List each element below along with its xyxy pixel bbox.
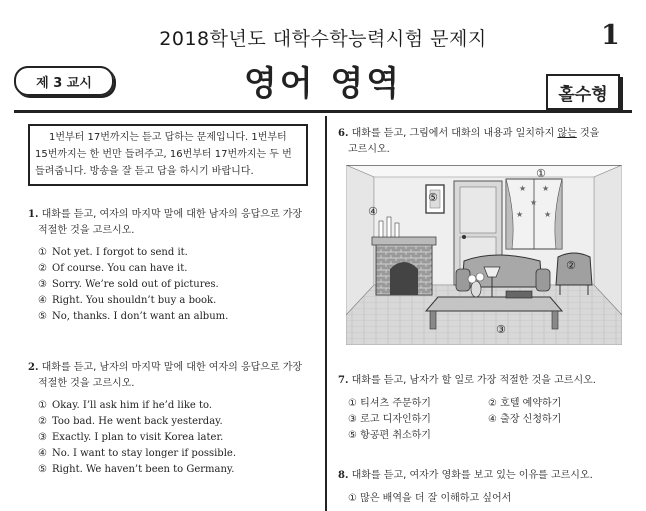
option-item[interactable]: ③ Exactly. I plan to visit Korea later.: [38, 432, 224, 443]
question-7: [338, 373, 628, 389]
options-q2: [38, 398, 318, 478]
living-room-illustration: [346, 165, 622, 345]
question-prompt: 대화를 듣고, 여자가 영화를 보고 있는 이유를 고르시오.: [351, 470, 593, 481]
option-item[interactable]: ② Of course. You can have it.: [38, 263, 188, 274]
emphasis-underline: 않는: [557, 128, 577, 139]
options-q8: [348, 491, 628, 507]
figure-label-3: ③: [496, 323, 506, 336]
option-item[interactable]: ⑤ Right. We haven’t been to Germany.: [38, 464, 235, 475]
header-divider: [14, 110, 632, 113]
page-number: 1: [601, 20, 620, 51]
instructions-line: 1번부터 17번까지는 듣고 답하는 문제입니다. 1번부터: [49, 132, 287, 143]
instructions-line: 들려줍니다. 방송을 잘 듣고 답을 하시기 바랍니다.: [35, 166, 254, 177]
options-q7: [348, 396, 628, 444]
question-1: [28, 207, 318, 239]
question-prompt: 적절한 것을 고르시오.: [38, 378, 135, 389]
question-2: [28, 360, 318, 392]
option-item[interactable]: ⑤ No, thanks. I don’t want an album.: [38, 311, 229, 322]
exam-title: 2018학년도 대학수학능력시험 문제지: [159, 28, 487, 50]
instructions-box: [28, 124, 308, 186]
svg-text:★: ★: [530, 198, 538, 207]
question-number: 2.: [28, 362, 39, 373]
figure-label-5: ⑤: [428, 191, 438, 204]
question-6: 6. 대화를 듣고, 그림에서 대화의 내용과 일치하지 않는 것을 고르시오.: [338, 128, 600, 155]
option-item[interactable]: ① Okay. I’ll ask him if he’d like to.: [38, 400, 213, 411]
option-item[interactable]: ④ Right. You shouldn’t buy a book.: [38, 295, 217, 306]
svg-text:★: ★: [519, 184, 527, 193]
svg-text:★: ★: [516, 210, 524, 219]
figure-label-1: ①: [536, 167, 546, 180]
option-item[interactable]: ③ 로고 디자인하기: [348, 414, 431, 425]
figure-label-2: ②: [566, 259, 576, 272]
question-prompt: 적절한 것을 고르시오.: [38, 225, 135, 236]
question-8: [338, 468, 628, 484]
svg-text:★: ★: [542, 184, 550, 193]
option-item[interactable]: ⑤ 항공편 취소하기: [348, 430, 431, 441]
question-number: 7.: [338, 375, 349, 386]
question-prompt: 대화를 듣고, 남자의 마지막 말에 대한 여자의 응답으로 가장: [41, 362, 303, 373]
option-item[interactable]: ② Too bad. He went back yesterday.: [38, 416, 223, 427]
question-prompt: 대화를 듣고, 남자가 할 일로 가장 적절한 것을 고르시오.: [351, 375, 596, 386]
option-item[interactable]: ① 티셔츠 주문하기: [348, 398, 431, 409]
option-item[interactable]: ④ 출장 신청하기: [488, 414, 562, 425]
form-type-badge: 홀수형: [546, 74, 620, 110]
question-number: 6.: [338, 128, 349, 139]
column-divider: [325, 116, 327, 511]
options-q1: [38, 245, 318, 325]
option-item[interactable]: ② 호텔 예약하기: [488, 398, 562, 409]
option-item[interactable]: ① Not yet. I forgot to send it.: [38, 247, 188, 258]
session-badge: 제 3 교시: [14, 66, 114, 96]
question-number: 8.: [338, 470, 349, 481]
subject-title: 영어 영역: [243, 64, 403, 104]
figure-label-4: ④: [368, 205, 378, 218]
svg-text:★: ★: [544, 210, 552, 219]
option-item[interactable]: ④ No. I want to stay longer if possible.: [38, 448, 236, 459]
question-prompt: 대화를 듣고, 여자의 마지막 말에 대한 남자의 응답으로 가장: [41, 209, 303, 220]
option-item[interactable]: ③ Sorry. We’re sold out of pictures.: [38, 279, 219, 290]
option-item[interactable]: ① 많은 배역을 더 잘 이해하고 싶어서: [348, 493, 512, 504]
question-number: 1.: [28, 209, 39, 220]
instructions-line: 15번까지는 한 번만 들려주고, 16번부터 17번까지는 두 번: [35, 149, 292, 160]
